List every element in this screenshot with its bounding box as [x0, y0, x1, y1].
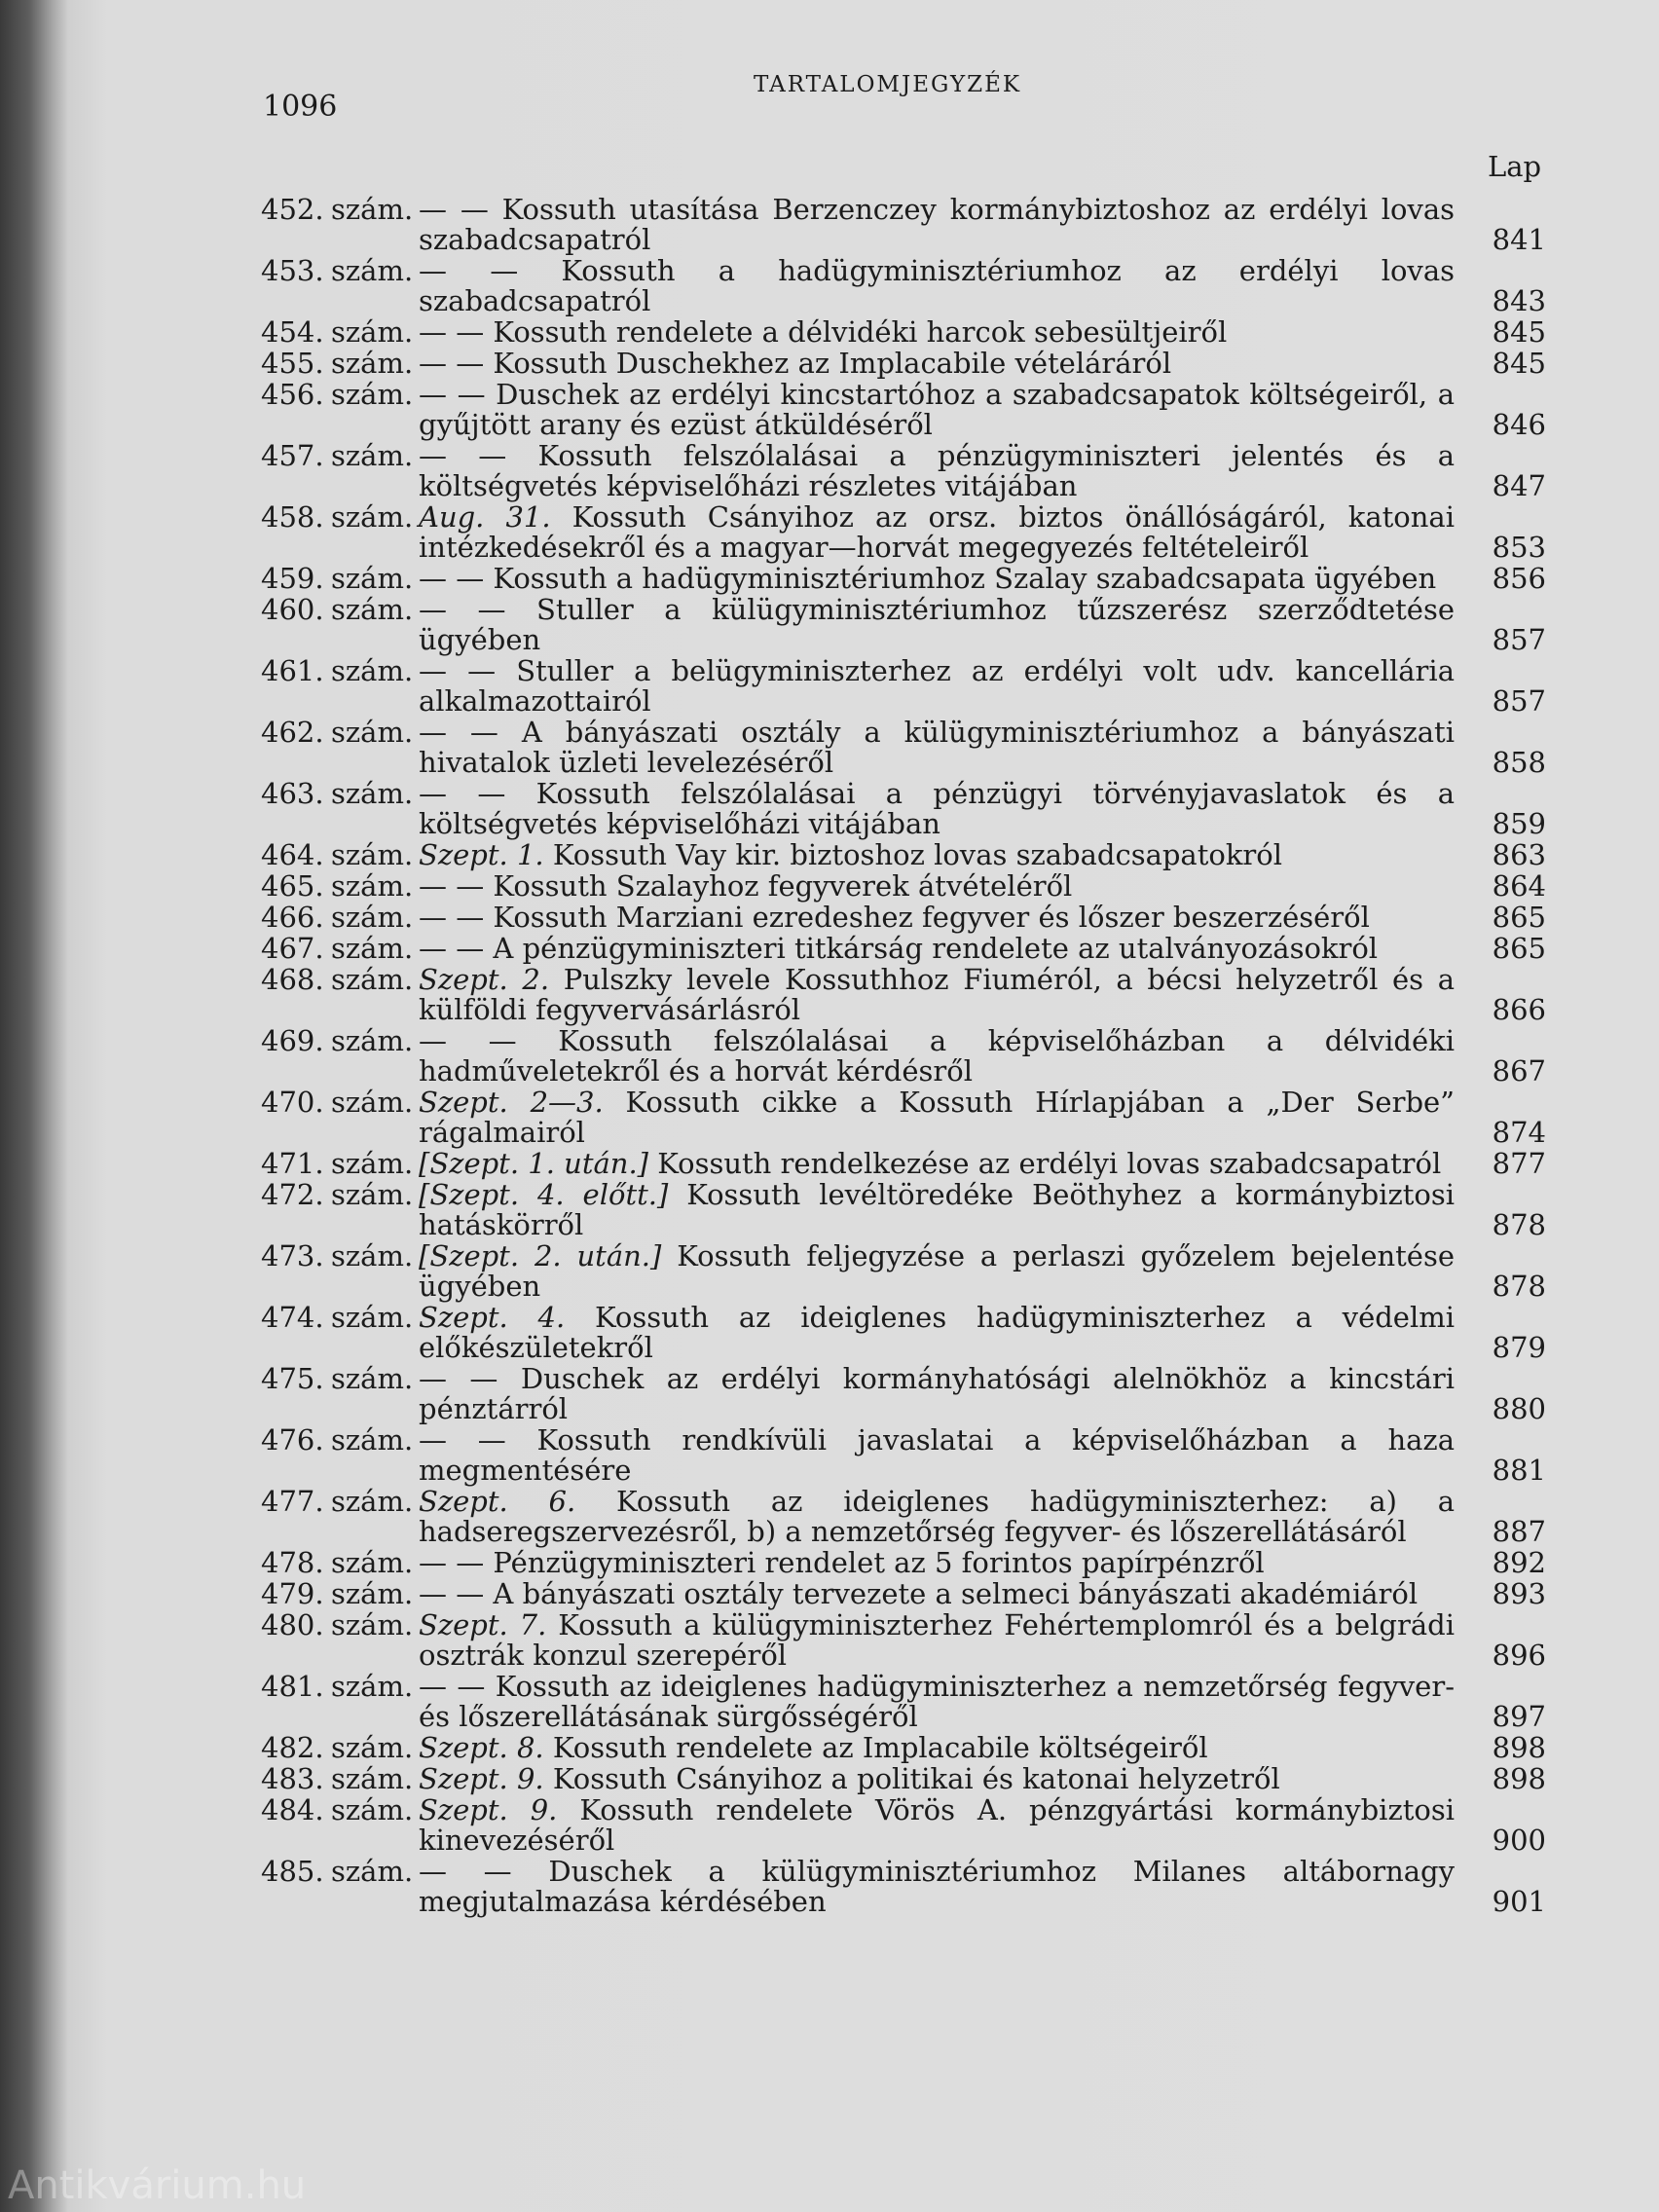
toc-entry	[261, 1026, 1546, 1087]
entry-number: 480.	[261, 1608, 324, 1641]
entry-number: 457.	[261, 439, 324, 472]
entry-text: — — Kossuth felszólalásai a képviselőházban a délvidéki hadműveletekről és a horvát kérdésről	[419, 1024, 1455, 1088]
entry-date: [Szept. 1. után.]	[419, 1147, 648, 1180]
entry-szam-label: szám.	[331, 1731, 414, 1764]
scan-shadow	[0, 0, 68, 2212]
entry-page-number: 857	[1492, 684, 1546, 718]
entry-title	[419, 934, 1455, 964]
entry-number: 477.	[261, 1485, 324, 1518]
entry-szam-label: szám.	[331, 1024, 414, 1057]
toc-entry	[261, 1857, 1546, 1917]
entry-szam-label: szám.	[331, 777, 414, 810]
entry-page-number: 887	[1492, 1515, 1546, 1548]
entry-date: Szept. 2.	[419, 963, 550, 996]
entry-page-number: 865	[1492, 901, 1546, 934]
entry-text: — — Kossuth a hadügyminisztériumhoz Szalay szabadcsapata ügyében	[419, 562, 1437, 595]
entry-text: — — A bányászati osztály tervezete a selmeci bányászati akadémiáról	[419, 1577, 1419, 1610]
entry-title	[419, 656, 1455, 717]
entry-szam-label: szám.	[331, 439, 414, 472]
entry-szam-label: szám.	[331, 1178, 414, 1211]
toc-entry	[261, 1088, 1546, 1148]
entry-szam-label: szám.	[331, 1608, 414, 1641]
entry-szam-label: szám.	[331, 593, 414, 626]
entry-title	[419, 1548, 1455, 1578]
entry-title	[419, 595, 1455, 655]
entry-title	[419, 256, 1455, 316]
entry-szam-label: szám.	[331, 562, 414, 595]
entry-page-number: 874	[1492, 1116, 1546, 1149]
toc-entry	[261, 718, 1546, 778]
toc-entry	[261, 965, 1546, 1025]
entry-text: Kossuth cikke a Kossuth Hírlapjában a „Der Serbe” rágalmairól	[419, 1086, 1456, 1149]
entry-title	[419, 779, 1455, 839]
entry-number: 471.	[261, 1147, 324, 1180]
entry-title	[419, 1026, 1455, 1087]
entry-title	[419, 965, 1455, 1025]
entry-text: — — Kossuth felszólalásai a pénzügyminiszteri jelentés és a költségvetés képviselőházi részletes vitájában	[419, 439, 1455, 502]
entry-number: 454.	[261, 315, 324, 349]
toc-entry	[261, 380, 1546, 440]
entry-title	[419, 840, 1455, 870]
entry-title	[419, 1795, 1455, 1856]
entry-date: Szept. 9.	[419, 1793, 558, 1826]
entry-number: 473.	[261, 1239, 324, 1272]
toc-entry	[261, 195, 1546, 255]
entry-number: 485.	[261, 1855, 324, 1888]
entry-szam-label: szám.	[331, 716, 414, 749]
entry-date: Szept. 7.	[419, 1608, 547, 1641]
entry-szam-label: szám.	[331, 1301, 414, 1334]
toc-entry	[261, 1579, 1546, 1609]
entry-szam-label: szám.	[331, 1670, 414, 1703]
toc-entry	[261, 1487, 1546, 1547]
entry-text: — — Kossuth Marziani ezredeshez fegyver és lőszer beszerzéséről	[419, 901, 1370, 934]
entry-page-number: 880	[1492, 1392, 1546, 1425]
entry-number: 475.	[261, 1362, 324, 1395]
entry-title	[419, 317, 1455, 348]
entry-number: 459.	[261, 562, 324, 595]
entry-text: — — Pénzügyminiszteri rendelet az 5 forintos papírpénzről	[419, 1546, 1265, 1579]
entry-number: 465.	[261, 869, 324, 903]
entry-number: 453.	[261, 254, 324, 287]
entry-text: — — Stuller a belügyminiszterhez az erdélyi volt udv. kancellária alkalmazottairól	[419, 654, 1455, 718]
entry-date: Szept. 2—3.	[419, 1086, 604, 1119]
entry-text: Kossuth Vay kir. biztoshoz lovas szabadcsapatokról	[552, 838, 1283, 871]
entry-title	[419, 1610, 1455, 1671]
entry-szam-label: szám.	[331, 869, 414, 903]
entry-text: Kossuth rendelkezése az erdélyi lovas szabadcsapatról	[657, 1147, 1442, 1180]
entry-szam-label: szám.	[331, 932, 414, 965]
entry-number: 479.	[261, 1577, 324, 1610]
entry-number: 455.	[261, 347, 324, 380]
toc-entry	[261, 1303, 1546, 1363]
toc-entry	[261, 441, 1546, 501]
entry-page-number: 859	[1492, 807, 1546, 840]
entry-text: — — Kossuth az ideiglenes hadügyminiszterhez a nemzetőrség fegyver- és lőszerellátásának sürgősségéről	[419, 1670, 1455, 1733]
entry-date: Szept. 9.	[419, 1762, 544, 1795]
entry-date: Szept. 6.	[419, 1485, 576, 1518]
toc-entry	[261, 656, 1546, 717]
entry-szam-label: szám.	[331, 1362, 414, 1395]
entry-title	[419, 502, 1455, 563]
entry-title	[419, 1088, 1455, 1148]
entry-title	[419, 380, 1455, 440]
entry-date: Szept. 4.	[419, 1301, 566, 1334]
entry-title	[419, 1364, 1455, 1424]
entry-page-number: 853	[1492, 531, 1546, 564]
entry-page-number: 863	[1492, 838, 1546, 871]
entry-number: 452.	[261, 193, 324, 226]
toc-entry	[261, 349, 1546, 379]
entry-number: 462.	[261, 716, 324, 749]
toc-entry	[261, 1364, 1546, 1424]
entry-number: 478.	[261, 1546, 324, 1579]
toc-entry	[261, 502, 1546, 563]
entry-title	[419, 441, 1455, 501]
entry-title	[419, 1303, 1455, 1363]
entry-title	[419, 195, 1455, 255]
entry-page-number: 866	[1492, 993, 1546, 1026]
entry-page-number: 845	[1492, 347, 1546, 380]
entry-page-number: 898	[1492, 1731, 1546, 1764]
entry-szam-label: szám.	[331, 1793, 414, 1826]
entry-szam-label: szám.	[331, 378, 414, 411]
page-number: 1096	[263, 90, 338, 124]
entry-page-number: 896	[1492, 1639, 1546, 1672]
entry-text: Kossuth levéltöredéke Beöthyhez a kormánybiztosi hatáskörről	[419, 1178, 1455, 1241]
entry-date: [Szept. 2. után.]	[419, 1239, 662, 1272]
entry-text: — — Kossuth a hadügyminisztériumhoz az erdélyi lovas szabadcsapatról	[419, 254, 1455, 317]
entry-title	[419, 903, 1455, 933]
entry-number: 468.	[261, 963, 324, 996]
entry-szam-label: szám.	[331, 963, 414, 996]
entry-title	[419, 564, 1455, 594]
toc-entry	[261, 1672, 1546, 1732]
entry-page-number: 878	[1492, 1270, 1546, 1303]
entry-szam-label: szám.	[331, 1546, 414, 1579]
entry-number: 464.	[261, 838, 324, 871]
toc-entry	[261, 779, 1546, 839]
entry-title	[419, 1733, 1455, 1763]
entry-title	[419, 349, 1455, 379]
entry-title	[419, 1425, 1455, 1486]
entry-szam-label: szám.	[331, 1423, 414, 1456]
table-of-contents	[261, 195, 1546, 1918]
toc-entry	[261, 256, 1546, 316]
entry-number: 456.	[261, 378, 324, 411]
entry-szam-label: szám.	[331, 1239, 414, 1272]
entry-page-number: 900	[1492, 1824, 1546, 1857]
toc-entry	[261, 1149, 1546, 1179]
entry-text: Kossuth az ideiglenes hadügyminiszterhez a védelmi előkészületekről	[419, 1301, 1456, 1364]
entry-text: — — Duschek az erdélyi kincstartóhoz a szabadcsapatok költségeiről, a gyűjtött arany és ezüst átküldéséről	[419, 378, 1455, 441]
entry-text: — — Duschek a külügyminisztériumhoz Milanes altábornagy megjutalmazása kérdésében	[419, 1855, 1455, 1918]
entry-page-number: 877	[1492, 1147, 1546, 1180]
entry-number: 467.	[261, 932, 324, 965]
toc-entry	[261, 871, 1546, 902]
toc-entry	[261, 1733, 1546, 1763]
entry-title	[419, 1180, 1455, 1240]
entry-text: — — Kossuth rendelete a délvidéki harcok sebesültjeiről	[419, 315, 1228, 349]
toc-entry	[261, 564, 1546, 594]
entry-text: Kossuth rendelete az Implacabile költségeiről	[552, 1731, 1208, 1764]
entry-page-number: 867	[1492, 1054, 1546, 1088]
entry-page-number: 846	[1492, 408, 1546, 441]
entry-number: 460.	[261, 593, 324, 626]
entry-page-number: 858	[1492, 746, 1546, 779]
entry-szam-label: szám.	[331, 347, 414, 380]
entry-number: 472.	[261, 1178, 324, 1211]
entry-szam-label: szám.	[331, 254, 414, 287]
entry-text: Kossuth feljegyzése a perlaszi győzelem bejelentése ügyében	[419, 1239, 1456, 1303]
toc-entry	[261, 1180, 1546, 1240]
entry-number: 463.	[261, 777, 324, 810]
entry-szam-label: szám.	[331, 193, 414, 226]
entry-title	[419, 1149, 1455, 1179]
entry-szam-label: szám.	[331, 1855, 414, 1888]
entry-number: 474.	[261, 1301, 324, 1334]
entry-text: — — A bányászati osztály a külügyminisztériumhoz a bányászati hivatalok üzleti levelezéséről	[419, 716, 1455, 779]
entry-number: 469.	[261, 1024, 324, 1057]
entry-title	[419, 1672, 1455, 1732]
toc-entry	[261, 1764, 1546, 1794]
entry-number: 484.	[261, 1793, 324, 1826]
entry-number: 482.	[261, 1731, 324, 1764]
entry-page-number: 897	[1492, 1700, 1546, 1733]
entry-page-number: 892	[1492, 1546, 1546, 1579]
entry-title	[419, 871, 1455, 902]
entry-date: Szept. 1.	[419, 838, 544, 871]
entry-szam-label: szám.	[331, 1577, 414, 1610]
entry-page-number: 864	[1492, 869, 1546, 903]
entry-page-number: 881	[1492, 1454, 1546, 1487]
entry-szam-label: szám.	[331, 654, 414, 687]
toc-entry	[261, 1795, 1546, 1856]
entry-text: — — Kossuth felszólalásai a pénzügyi törvényjavaslatok és a költségvetés képviselőházi vitájában	[419, 777, 1455, 840]
entry-title	[419, 1764, 1455, 1794]
entry-date: [Szept. 4. előtt.]	[419, 1178, 669, 1211]
toc-entry	[261, 840, 1546, 870]
entry-text: Kossuth rendelete Vörös A. pénzgyártási kormánybiztosi kinevezéséről	[419, 1793, 1456, 1857]
toc-entry	[261, 595, 1546, 655]
entry-szam-label: szám.	[331, 1147, 414, 1180]
entry-title	[419, 1579, 1455, 1609]
toc-entry	[261, 1548, 1546, 1578]
entry-szam-label: szám.	[331, 838, 414, 871]
entry-number: 481.	[261, 1670, 324, 1703]
entry-page-number: 898	[1492, 1762, 1546, 1795]
entry-number: 458.	[261, 500, 324, 534]
entry-page-number: 901	[1492, 1885, 1546, 1918]
toc-entry	[261, 934, 1546, 964]
entry-page-number: 879	[1492, 1331, 1546, 1364]
entry-number: 461.	[261, 654, 324, 687]
toc-entry	[261, 1610, 1546, 1671]
entry-page-number: 847	[1492, 469, 1546, 502]
entry-text: Kossuth az ideiglenes hadügyminiszterhez: a) a hadseregszervezésről, b) a nemzetőrség fegyver- és lőszerellátásáról	[419, 1485, 1456, 1548]
entry-date: Szept. 8.	[419, 1731, 544, 1764]
entry-number: 483.	[261, 1762, 324, 1795]
watermark: Antikvárium.hu	[8, 2163, 307, 2208]
entry-szam-label: szám.	[331, 1762, 414, 1795]
entry-title	[419, 1857, 1455, 1917]
entry-page-number: 856	[1492, 562, 1546, 595]
entry-number: 476.	[261, 1423, 324, 1456]
entry-number: 466.	[261, 901, 324, 934]
entry-szam-label: szám.	[331, 1485, 414, 1518]
toc-entry	[261, 1425, 1546, 1486]
entry-page-number: 865	[1492, 932, 1546, 965]
entry-page-number: 845	[1492, 315, 1546, 349]
lap-column-label: Lap	[1488, 150, 1542, 183]
toc-entry	[261, 903, 1546, 933]
entry-szam-label: szám.	[331, 315, 414, 349]
entry-title	[419, 718, 1455, 778]
entry-title	[419, 1241, 1455, 1302]
entry-text: — — Kossuth rendkívüli javaslatai a képviselőházban a haza megmentésére	[419, 1423, 1455, 1487]
entry-text: Kossuth a külügyminiszterhez Fehértemplomról és a belgrádi osztrák konzul szerepéről	[419, 1608, 1455, 1672]
entry-title	[419, 1487, 1455, 1547]
entry-text: — — Stuller a külügyminisztériumhoz tűzszerész szerződtetése ügyében	[419, 593, 1455, 656]
toc-entry	[261, 1241, 1546, 1302]
entry-date: Aug. 31.	[419, 500, 551, 534]
entry-szam-label: szám.	[331, 1086, 414, 1119]
entry-page-number: 841	[1492, 223, 1546, 256]
running-title: TARTALOMJEGYZÉK	[754, 72, 1022, 97]
entry-text: — — Kossuth Duschekhez az Implacabile vételáráról	[419, 347, 1172, 380]
entry-text: Kossuth Csányihoz a politikai és katonai helyzetről	[552, 1762, 1280, 1795]
entry-page-number: 857	[1492, 623, 1546, 656]
entry-text: Pulszky levele Kossuthhoz Fiuméról, a bécsi helyzetről és a külföldi fegyvervásárlásról	[419, 963, 1455, 1026]
entry-page-number: 878	[1492, 1208, 1546, 1241]
toc-entry	[261, 317, 1546, 348]
entry-text: — — Kossuth Szalayhoz fegyverek átvételéről	[419, 869, 1073, 903]
entry-text: Kossuth Csányihoz az orsz. biztos önállóságáról, katonai intézkedésekről és a magyar—horvát megegyezés feltételeiről	[419, 500, 1455, 564]
entry-szam-label: szám.	[331, 500, 414, 534]
entry-szam-label: szám.	[331, 901, 414, 934]
entry-text: — — Duschek az erdélyi kormányhatósági alelnökhöz a kincstári pénztárról	[419, 1362, 1455, 1425]
entry-text: — — Kossuth utasítása Berzenczey kormánybiztoshoz az erdélyi lovas szabadcsapatról	[419, 193, 1455, 256]
entry-page-number: 843	[1492, 284, 1546, 317]
entry-number: 470.	[261, 1086, 324, 1119]
entry-text: — — A pénzügyminiszteri titkárság rendelete az utalványozásokról	[419, 932, 1379, 965]
entry-page-number: 893	[1492, 1577, 1546, 1610]
